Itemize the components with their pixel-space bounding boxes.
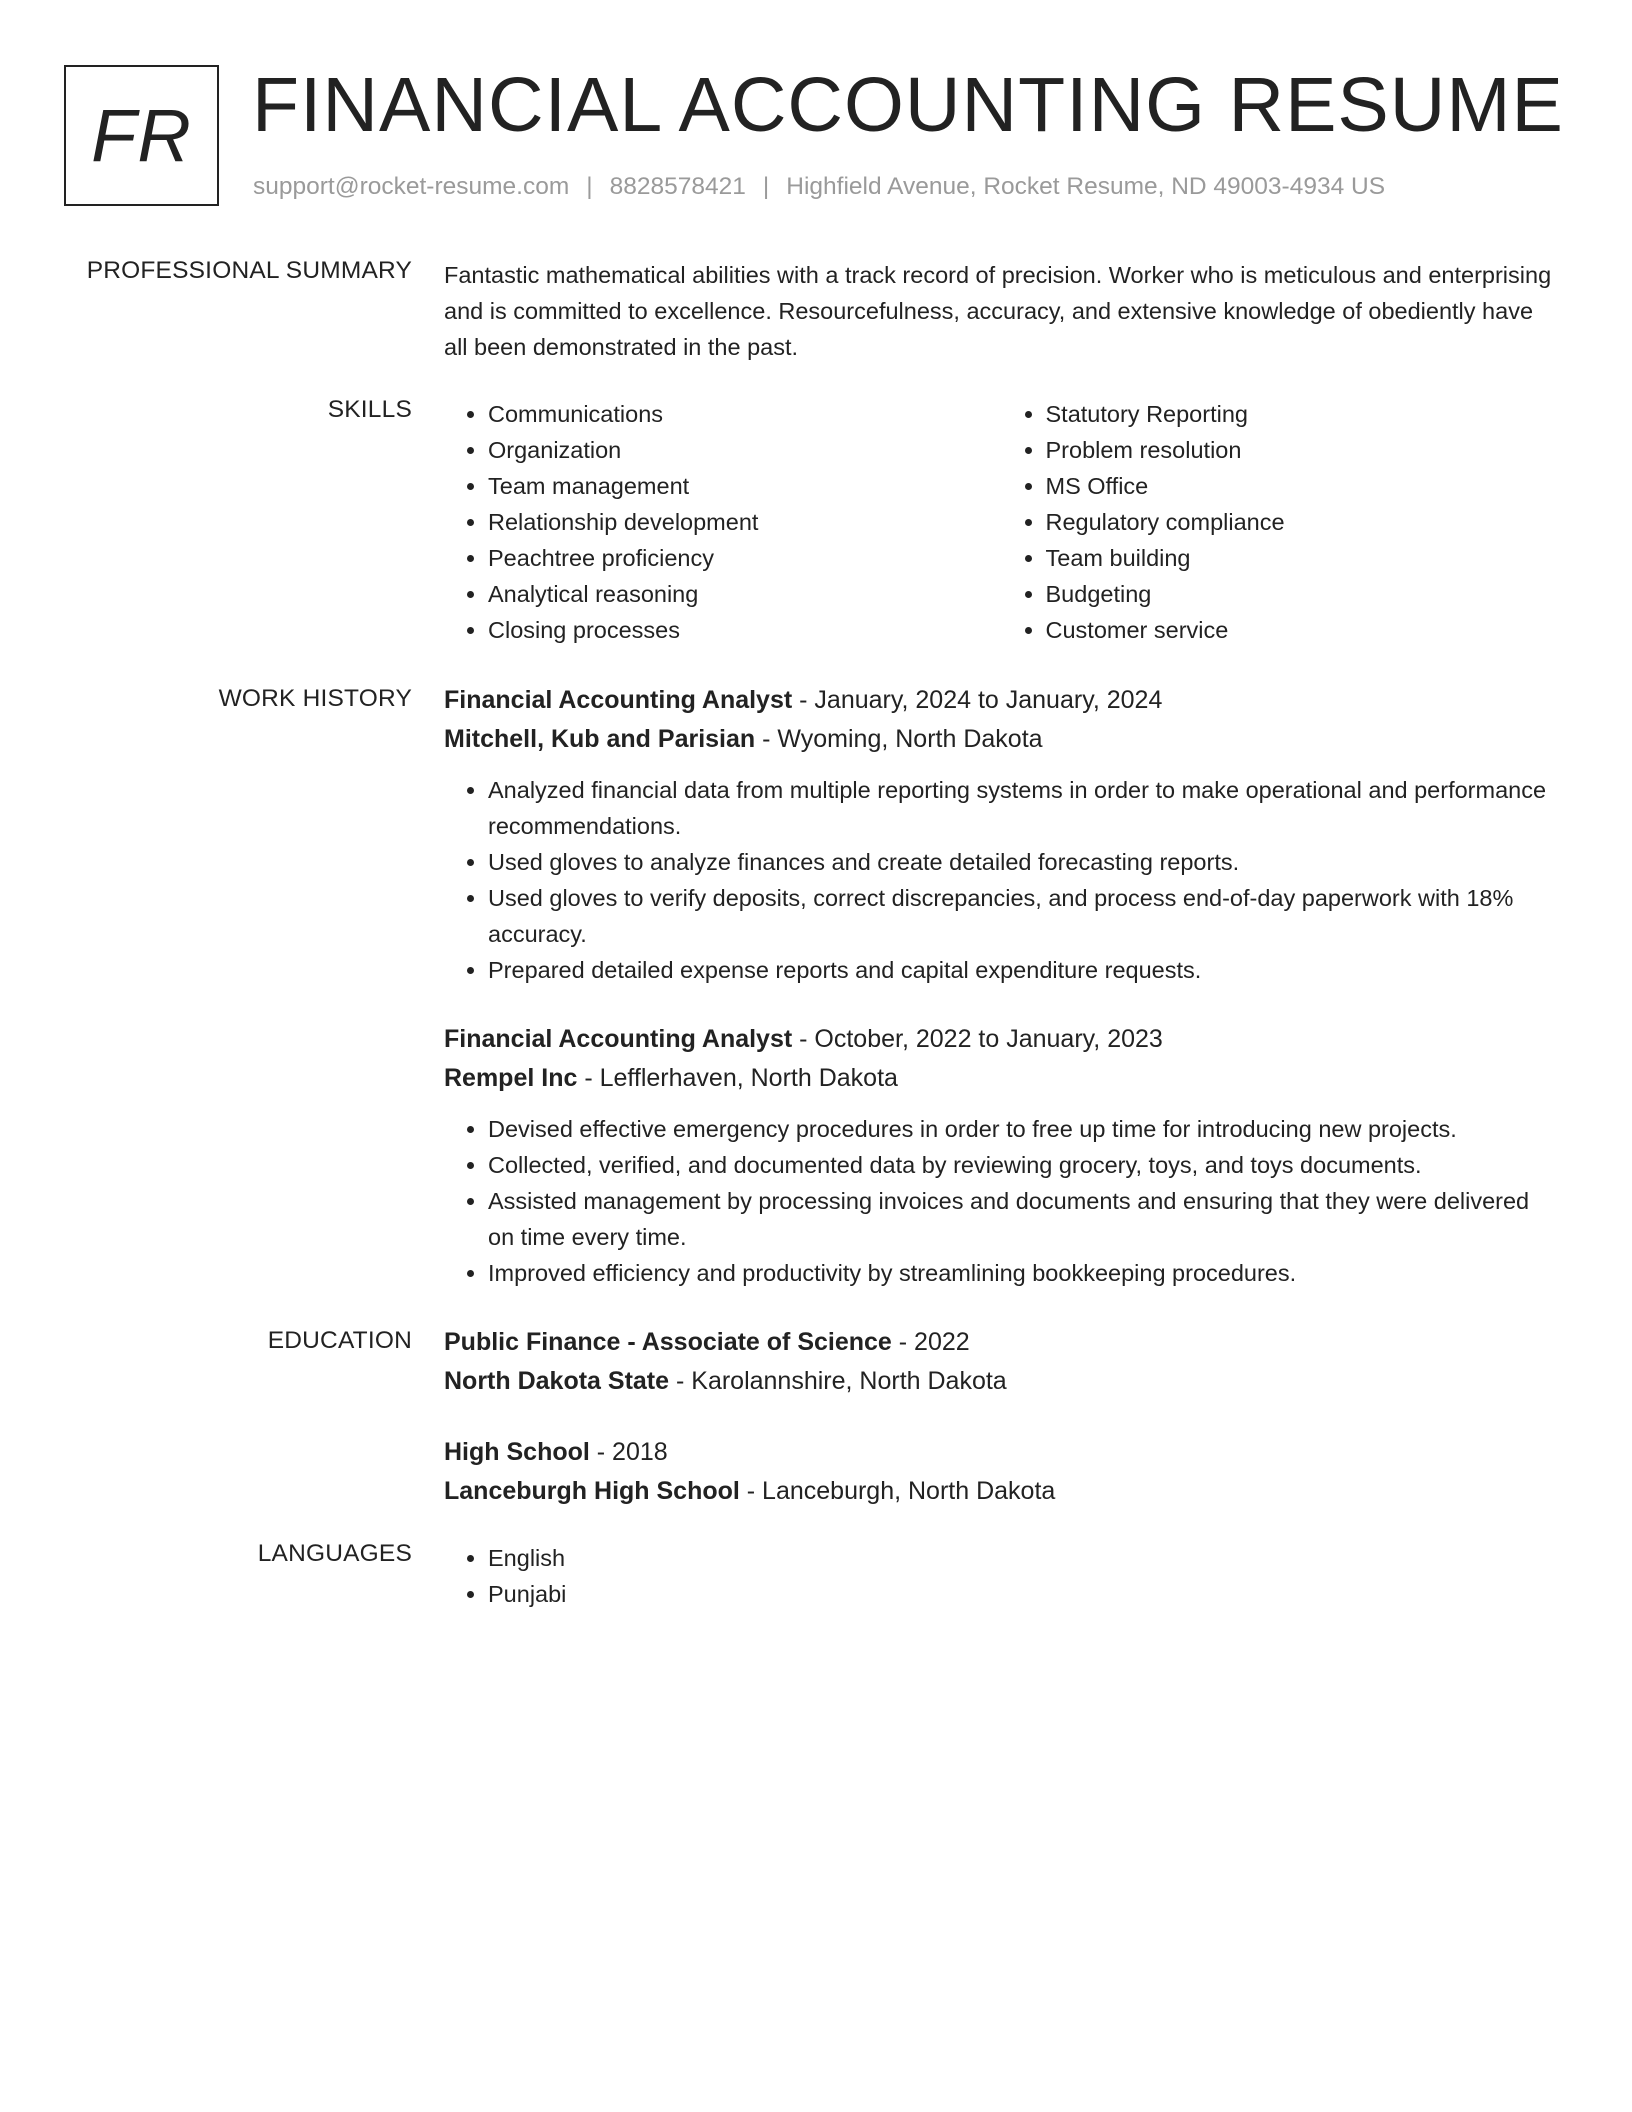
section-label-education: EDUCATION [267, 1327, 412, 1354]
skill-item: • Customer service [1046, 612, 1560, 648]
job-duty: • Devised effective emergency procedures in order to free up time for introducing new projects. [488, 1111, 1559, 1147]
skill-item: • Communications [488, 396, 1002, 432]
education-degree-line [444, 1433, 1559, 1472]
job-company: Rempel Inc [444, 1064, 578, 1092]
resume-header [64, 62, 1574, 210]
skill-item: • Analytical reasoning [488, 576, 1002, 612]
languages-body [444, 1540, 1559, 1612]
job-duty: • Collected, verified, and documented data by reviewing grocery, toys, and toys documents. [488, 1147, 1559, 1183]
languages-list [444, 1540, 1559, 1612]
education-degree-line [444, 1323, 1559, 1362]
education-entry [444, 1433, 1559, 1511]
education-degree: High School [444, 1438, 590, 1466]
job-title-line [444, 1020, 1559, 1059]
skill-item: • Closing processes [488, 612, 1002, 648]
language-item: • English [488, 1540, 1559, 1576]
contact-line [253, 173, 1385, 201]
education-location: - Lanceburgh, North Dakota [739, 1477, 1056, 1505]
summary-text: Fantastic mathematical abilities with a track record of precision. Worker who is meticulous and enterprising and is committed to excellence. Resourcefulness, accuracy, and extensive knowledge of obediently have all been demonstrated in the past. [444, 262, 1552, 360]
work-history-body [444, 681, 1559, 1323]
monogram-logo: FR [64, 65, 219, 206]
education-location: - Karolannshire, North Dakota [669, 1367, 1007, 1395]
job-duty: • Prepared detailed expense reports and capital expenditure requests. [488, 952, 1559, 988]
education-year: - 2022 [891, 1328, 970, 1356]
job-duty: • Analyzed financial data from multiple reporting systems in order to make operational and performance recommendations. [488, 772, 1559, 844]
job-entry [444, 1020, 1559, 1291]
contact-phone: 8828578421 [609, 173, 746, 200]
job-duty: • Assisted management by processing invoices and documents and ensuring that they were delivered on time every time. [488, 1183, 1559, 1255]
skill-item: • Problem resolution [1046, 432, 1560, 468]
education-entry [444, 1323, 1559, 1401]
contact-email: support@rocket-resume.com [253, 173, 570, 200]
contact-separator: | [762, 173, 770, 200]
education-year: - 2018 [589, 1438, 668, 1466]
section-label-skills: SKILLS [327, 396, 412, 423]
education-school-line [444, 1362, 1559, 1401]
job-title: Financial Accounting Analyst [444, 686, 793, 714]
skill-item: • Statutory Reporting [1046, 396, 1560, 432]
skill-item: • Team management [488, 468, 1002, 504]
summary-body [444, 257, 1559, 365]
skill-item: • Budgeting [1046, 576, 1560, 612]
skills-body [444, 396, 1559, 648]
skills-list-right [1002, 396, 1560, 648]
skills-list-left [444, 396, 1002, 648]
skill-item: • Organization [488, 432, 1002, 468]
job-duties-list [444, 772, 1559, 988]
education-degree: Public Finance - Associate of Science [444, 1328, 892, 1356]
job-company: Mitchell, Kub and Parisian [444, 725, 756, 753]
job-company-line [444, 720, 1559, 759]
contact-address: Highfield Avenue, Rocket Resume, ND 49003-4934 US [786, 173, 1386, 200]
language-item: • Punjabi [488, 1576, 1559, 1612]
skill-item: • Peachtree proficiency [488, 540, 1002, 576]
education-body [444, 1323, 1559, 1543]
section-label-work-history: WORK HISTORY [218, 685, 412, 712]
job-company-line [444, 1059, 1559, 1098]
job-duty: • Improved efficiency and productivity by streamlining bookkeeping procedures. [488, 1255, 1559, 1291]
skill-item: • MS Office [1046, 468, 1560, 504]
education-school: Lanceburgh High School [444, 1477, 740, 1505]
section-label-languages: LANGUAGES [257, 1540, 412, 1567]
skill-item: • Regulatory compliance [1046, 504, 1560, 540]
job-dates: - January, 2024 to January, 2024 [792, 686, 1163, 714]
job-location: - Lefflerhaven, North Dakota [577, 1064, 898, 1092]
job-title: Financial Accounting Analyst [444, 1025, 793, 1053]
contact-separator: | [586, 173, 593, 200]
education-school: North Dakota State [444, 1367, 670, 1395]
job-duty: • Used gloves to verify deposits, correct discrepancies, and process end-of-day paperwork with 18% accuracy. [488, 880, 1559, 952]
job-duty: • Used gloves to analyze finances and create detailed forecasting reports. [488, 844, 1559, 880]
skill-item: • Team building [1046, 540, 1560, 576]
job-duties-list [444, 1111, 1559, 1291]
education-school-line [444, 1472, 1559, 1511]
job-entry [444, 681, 1559, 988]
job-location: - Wyoming, North Dakota [755, 725, 1043, 753]
job-title-line [444, 681, 1559, 720]
job-dates: - October, 2022 to January, 2023 [792, 1025, 1163, 1053]
skills-columns [444, 396, 1559, 648]
section-label-summary: PROFESSIONAL SUMMARY [86, 257, 412, 284]
resume-title: FINANCIAL ACCOUNTING RESUME [252, 62, 1564, 148]
skill-item: • Relationship development [488, 504, 1002, 540]
